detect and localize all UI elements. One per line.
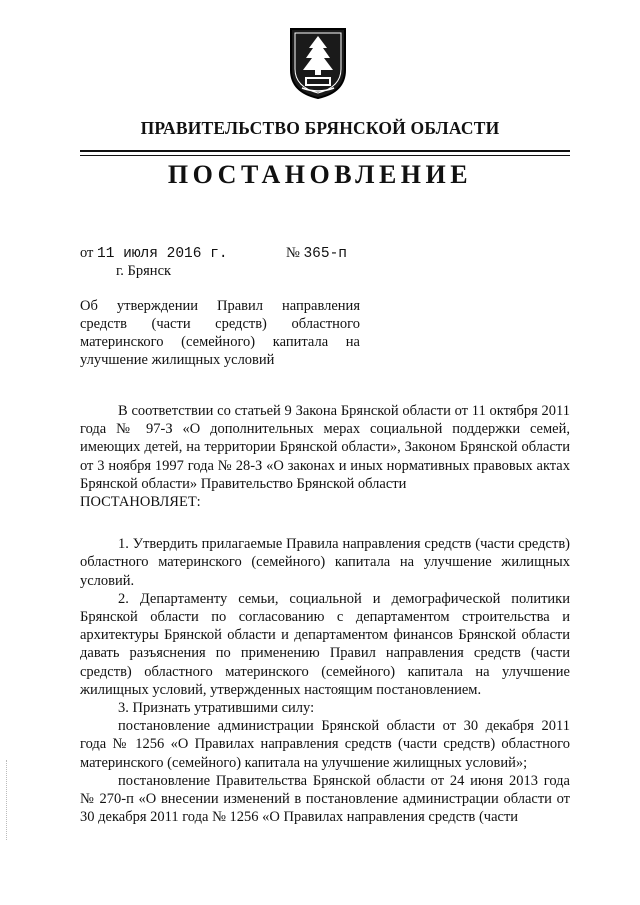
date-value: 11 июля 2016 г. [97,246,228,262]
resolves-heading: ПОСТАНОВЛЯЕТ: [80,494,201,511]
organization-name: ПРАВИТЕЛЬСТВО БРЯНСКОЙ ОБЛАСТИ [140,118,500,138]
scan-margin-mark [6,760,8,840]
subject-line: Об утверждении Правил направления [80,298,360,314]
subject-line: улучшение жилищных условий [80,352,275,368]
number-line [286,245,347,262]
subject-line: материнского (семейного) капитала на [80,334,360,350]
date-prefix: от [80,245,94,261]
item-3a-paragraph: постановление администрации Брянской области от 30 декабря 2011 года № 1256 «О Правилах направления средств (части средств) областного материнского (семейного) капитала на улучшение жилищных условий»; [80,718,570,771]
subject-line: средств (части средств) областного [80,316,360,332]
number-value: 365-п [303,246,347,262]
item-3-paragraph: 3. Признать утратившими силу: [118,700,315,717]
item-3b-paragraph: постановление Правительства Брянской области от 24 июня 2013 года № 270-п «О внесении изменений в постановление администрации области от 30 декабря 2011 года № 1256 «О Правилах направления средств (части [80,772,570,826]
item-2-paragraph: 2. Департаменту семьи, социальной и демографической политики Брянской области по согласованию с департаментом строительства и архитектуры Брянской области и департаментом финансов Брянской области давать разъяснения по применению Правил направления средств (части средств) областного материнского (семейного) капитала на улучшение жилищных условий, утвержденных настоящим постановлением. [80,590,570,698]
date-line [80,245,228,262]
header-rule-thick [80,150,570,152]
number-prefix: № [286,245,300,261]
subject-block [80,297,360,369]
document-title: ПОСТАНОВЛЕНИЕ [167,160,473,189]
preamble-paragraph: В соответствии со статьей 9 Закона Брянской области от 11 октября 2011 года № 97-З «О дополнительных мерах социальной поддержки семей, имеющих детей, на территории Брянской области», Законом Брянской области от 3 ноября 1997 года № 28-З «О законах и иных нормативных правовых актах Брянской области» Правительство Брянской области [80,403,570,492]
header-rule-thin [80,155,570,156]
coat-of-arms-emblem [288,26,348,100]
item-1-paragraph: 1. Утвердить прилагаемые Правила направления средств (части средств) областного материнского (семейного) капитала на улучшение жилищных условий. [80,536,570,589]
document-body [80,402,570,826]
city: г. Брянск [116,263,172,279]
